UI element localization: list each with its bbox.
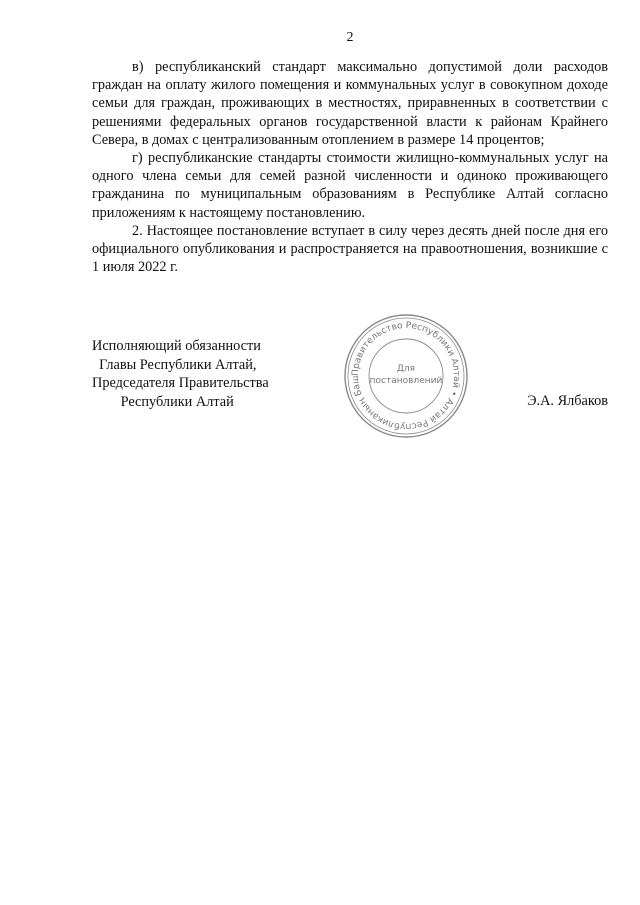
signature-title-line-1: Исполняющий обязанности <box>92 338 261 354</box>
paragraph-v: в) республиканский стандарт максимально допустимой доли расходов граждан на оплату жилого помещения и коммунальных услуг в совокупном доходе семьи для граждан, проживающих в местностях, приравненных в соответствии с решениями федеральных органов государственной власти к районам Крайнего Севера, в домах с централизованным отоплением в размере 14 процентов; <box>92 59 608 148</box>
page-number: 2 <box>346 30 354 45</box>
paragraph-2: 2. Настоящее постановление вступает в силу через десять дней после дня его официального опубликования и распространяется на правоотношения, возникшие с 1 июля 2022 г. <box>92 222 608 276</box>
document-body <box>92 58 608 276</box>
stamp-seal <box>341 311 471 441</box>
official-stamp <box>341 311 471 441</box>
signature-block <box>92 337 269 411</box>
stamp-center-line-1: Для <box>396 364 416 374</box>
stamp-ring-text: Правительство Республики Алтай • Алтай Республиканың Баш <box>350 320 462 432</box>
stamp-center-line-2: постановлений <box>369 376 443 386</box>
paragraph-g: г) республиканские стандарты стоимости жилищно-коммунальных услуг на одного члена семьи для семей разной численности и одиноко проживающего гражданина по муниципальным образованиям в Республике Алтай согласно приложениям к настоящему постановлению. <box>92 150 608 221</box>
signature-title-line-3: Председателя Правительства <box>92 375 269 391</box>
signature-title-line-4: Республики Алтай <box>92 393 234 410</box>
signer-name: Э.А. Ялбаков <box>527 393 608 409</box>
signature-title-line-2: Главы Республики Алтай, <box>92 356 257 373</box>
